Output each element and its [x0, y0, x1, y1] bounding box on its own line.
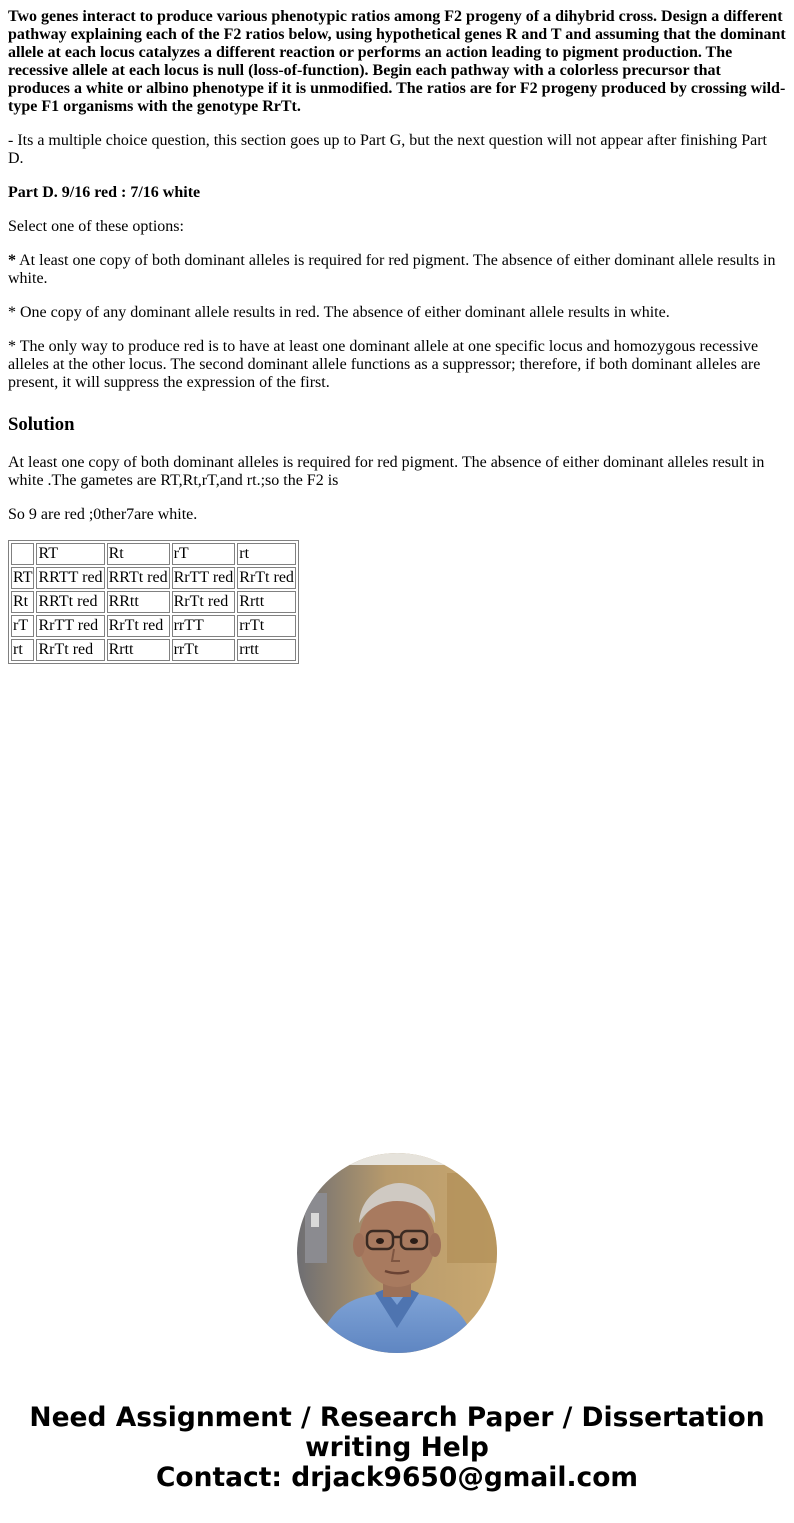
- table-cell: rrTT: [172, 615, 236, 637]
- table-cell: rrtt: [237, 639, 296, 661]
- question-text: Two genes interact to produce various phenotypic ratios among F2 progeny of a dihybrid cross. Design a different pathway explaining each of the F2 ratios below, using hypothetical genes R and T and assuming that the dominant allele at each locus catalyzes a different reaction or performs an action leading to pigment production. The recessive allele at each locus is null (loss-of-function). Begin each pathway with a colorless precursor that produces a white or albino phenotype if it is unmodified. The ratios are for F2 progeny produced by crossing wild-type F1 organisms with the genotype RrTt.: [8, 8, 786, 115]
- table-cell: Rt: [11, 591, 34, 613]
- option-marker: *: [8, 338, 16, 355]
- banner-line-1: Need Assignment / Research Paper / Dissertation: [29, 1402, 765, 1433]
- table-cell: rT: [11, 615, 34, 637]
- table-cell: RRTt red: [107, 567, 170, 589]
- table-cell: RRtt: [107, 591, 170, 613]
- table-cell: RrTt red: [237, 567, 296, 589]
- table-cell: RrTt red: [107, 615, 170, 637]
- table-cell: RT: [11, 567, 34, 589]
- table-cell: RRTT red: [36, 567, 104, 589]
- table-cell: rt: [11, 639, 34, 661]
- option-2-text: One copy of any dominant allele results in red. The absence of either dominant allele results in white.: [16, 304, 670, 321]
- table-cell: RrTt red: [172, 591, 236, 613]
- select-prompt: Select one of these options:: [8, 218, 184, 235]
- contact-email: Contact: drjack9650@gmail.com: [155, 1462, 639, 1493]
- table-cell: RrTt red: [36, 639, 104, 661]
- table-cell: RRTt red: [36, 591, 104, 613]
- author-photo: [297, 1153, 497, 1353]
- part-heading: Part D. 9/16 red : 7/16 white: [8, 184, 201, 201]
- table-cell: rrTt: [237, 615, 296, 637]
- table-row: [11, 615, 296, 637]
- table-header-cell: Rt: [107, 543, 170, 565]
- option-marker-selected: *: [8, 252, 16, 269]
- table-cell: RrTT red: [36, 615, 104, 637]
- option-1[interactable]: [8, 252, 786, 288]
- option-3[interactable]: [8, 338, 786, 392]
- table-header-cell: rt: [237, 543, 296, 565]
- option-3-text: The only way to produce red is to have at least one dominant allele at one specific locus and homozygous recessive alleles at the other locus. The second dominant allele functions as a suppressor; therefore, if both dominant alleles are present, it will suppress the expression of the first.: [8, 338, 761, 391]
- table-row: [11, 567, 296, 589]
- table-cell: rrTt: [172, 639, 236, 661]
- banner-line-2: writing Help: [305, 1432, 489, 1463]
- table-header-row: [11, 543, 296, 565]
- document-content: [0, 0, 794, 664]
- table-header-cell: rT: [172, 543, 236, 565]
- option-1-text: At least one copy of both dominant alleles is required for red pigment. The absence of either dominant allele results in white.: [8, 252, 776, 287]
- option-2[interactable]: [8, 304, 786, 322]
- table-cell: RrTT red: [172, 567, 236, 589]
- solution-heading: Solution: [8, 414, 75, 435]
- table-cell: Rrtt: [237, 591, 296, 613]
- table-row: [11, 591, 296, 613]
- table-row: [11, 639, 296, 661]
- punnett-square-table: [8, 540, 299, 664]
- table-header-cell: [11, 543, 34, 565]
- author-photo-image: [297, 1153, 497, 1353]
- table-header-cell: RT: [36, 543, 104, 565]
- solution-text: At least one copy of both dominant alleles is required for red pigment. The absence of either dominant alleles result in white .The gametes are RT,Rt,rT,and rt.;so the F2 is: [8, 454, 765, 489]
- option-marker: *: [8, 304, 16, 321]
- solution-summary: So 9 are red ;0ther7are white.: [8, 506, 198, 523]
- table-cell: Rrtt: [107, 639, 170, 661]
- contact-banner: [0, 1403, 794, 1493]
- question-note: - Its a multiple choice question, this section goes up to Part G, but the next question will not appear after finishing Part D.: [8, 132, 767, 167]
